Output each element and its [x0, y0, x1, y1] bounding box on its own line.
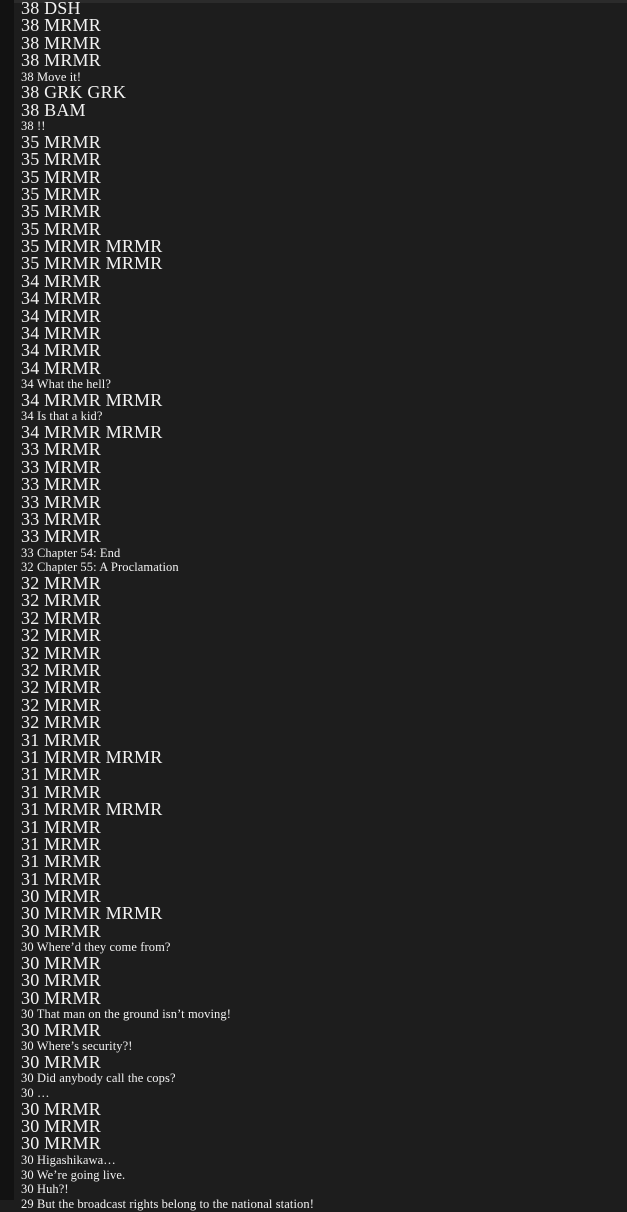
line-number: 30 — [21, 1051, 40, 1072]
line-text: MRMR — [44, 305, 101, 326]
transcript-line — [21, 1168, 627, 1183]
line-number: 35 — [21, 166, 40, 187]
line-number: 35 — [21, 236, 40, 257]
transcript-line — [21, 203, 627, 220]
line-number: 33 — [21, 491, 40, 512]
line-text: Did anybody call the cops? — [36, 1071, 176, 1086]
transcript-line — [21, 1118, 627, 1135]
transcript-line — [21, 491, 627, 512]
line-number: 31 — [21, 868, 40, 889]
line-text: MRMR — [44, 218, 101, 239]
transcript-line — [21, 52, 627, 69]
line-text: MRMR — [44, 952, 101, 973]
line-text: MRMR — [44, 886, 101, 907]
transcript-line — [21, 1007, 627, 1022]
line-text: MRMR — [44, 851, 101, 872]
transcript-line — [21, 290, 627, 307]
transcript-line — [21, 972, 627, 989]
line-text: Is that a kid? — [36, 409, 103, 424]
transcript-line — [21, 868, 627, 889]
transcript-line — [21, 546, 627, 561]
transcript-line — [21, 441, 627, 458]
line-text: MRMR MRMR — [44, 253, 163, 274]
transcript-line — [21, 528, 627, 545]
transcript-line — [21, 131, 627, 152]
line-number: 31 — [21, 729, 40, 750]
line-text: Move it! — [36, 69, 82, 84]
line-number: 34 — [21, 288, 40, 309]
line-number: 31 — [21, 833, 40, 854]
transcript-line — [21, 1197, 627, 1212]
line-number: 30 — [21, 1071, 34, 1086]
line-text: MRMR — [44, 474, 101, 495]
line-number: 35 — [21, 149, 40, 170]
line-text: MRMR — [44, 166, 101, 187]
line-number: 34 — [21, 323, 40, 344]
line-number: 35 — [21, 253, 40, 274]
line-number: 30 — [21, 952, 40, 973]
line-text: BAM — [44, 99, 86, 120]
line-text: MRMR — [44, 729, 101, 750]
line-number: 32 — [21, 573, 40, 594]
transcript-line — [21, 766, 627, 783]
line-number: 30 — [21, 1098, 40, 1119]
line-text: MRMR — [44, 816, 101, 837]
line-text: MRMR — [44, 270, 101, 291]
transcript-line — [21, 456, 627, 477]
line-number: 38 — [21, 82, 40, 103]
line-number: 38 — [21, 0, 40, 18]
line-text: What the hell? — [36, 377, 111, 392]
line-number: 34 — [21, 270, 40, 291]
line-number: 34 — [21, 421, 40, 442]
transcript-line — [21, 183, 627, 204]
transcript-line — [21, 1019, 627, 1040]
line-text: Chapter 54: End — [36, 545, 121, 560]
line-text: MRMR — [44, 50, 101, 71]
line-text: GRK GRK — [44, 82, 127, 103]
line-number: 32 — [21, 590, 40, 611]
transcript-line — [21, 662, 627, 679]
line-text: MRMR — [44, 694, 101, 715]
line-number: 32 — [21, 607, 40, 628]
line-text: MRMR MRMR — [44, 421, 163, 442]
transcript-line — [21, 920, 627, 941]
line-number: 34 — [21, 357, 40, 378]
line-text: MRMR — [44, 439, 101, 460]
line-text: MRMR — [44, 1133, 101, 1154]
line-number: 34 — [21, 305, 40, 326]
line-text: MRMR — [44, 970, 101, 991]
line-text: MRMR — [44, 625, 101, 646]
transcript-line — [21, 305, 627, 326]
line-text: MRMR — [44, 288, 101, 309]
line-number: 30 — [21, 1116, 40, 1137]
transcript-line — [21, 1098, 627, 1119]
line-text: MRMR — [44, 607, 101, 628]
line-text: MRMR — [44, 340, 101, 361]
transcript-line — [21, 166, 627, 187]
line-text: MRMR MRMR — [44, 903, 163, 924]
line-text: MRMR — [44, 642, 101, 663]
transcript-line — [21, 151, 627, 168]
line-text: MRMR — [44, 1098, 101, 1119]
line-number: 35 — [21, 201, 40, 222]
transcript-line — [21, 746, 627, 767]
line-number: 32 — [21, 694, 40, 715]
transcript-line — [21, 853, 627, 870]
line-text: MRMR — [44, 357, 101, 378]
line-number: 31 — [21, 851, 40, 872]
line-number: 33 — [21, 508, 40, 529]
line-number: 31 — [21, 781, 40, 802]
transcript-line — [21, 99, 627, 120]
line-text: MRMR — [44, 508, 101, 529]
line-number: 30 — [21, 1152, 34, 1167]
line-number: 34 — [21, 389, 40, 410]
line-text: MRMR — [44, 764, 101, 785]
transcript-line — [21, 642, 627, 663]
line-text: MRMR — [44, 677, 101, 698]
transcript-line — [21, 508, 627, 529]
transcript-line — [21, 607, 627, 628]
line-number: 30 — [21, 1019, 40, 1040]
line-number: 31 — [21, 746, 40, 767]
line-number: 38 — [21, 32, 40, 53]
line-text: MRMR MRMR — [44, 799, 163, 820]
line-number: 29 — [21, 1196, 34, 1211]
line-text: MRMR — [44, 131, 101, 152]
line-number: 30 — [21, 987, 40, 1008]
line-number: 38 — [21, 99, 40, 120]
transcript-line — [21, 592, 627, 609]
line-number: 30 — [21, 1133, 40, 1154]
line-number: 38 — [21, 119, 34, 134]
transcript-line — [21, 560, 627, 575]
line-text: MRMR — [44, 920, 101, 941]
line-number: 30 — [21, 1039, 34, 1054]
transcript-line — [21, 1051, 627, 1072]
transcript-line — [21, 357, 627, 378]
line-number: 32 — [21, 660, 40, 681]
transcript-line — [21, 694, 627, 715]
line-number: 35 — [21, 218, 40, 239]
transcript-line — [21, 1153, 627, 1168]
line-number: 31 — [21, 816, 40, 837]
line-text: Where’s security?! — [36, 1039, 133, 1054]
transcript-line — [21, 627, 627, 644]
line-number: 30 — [21, 886, 40, 907]
line-text: MRMR — [44, 573, 101, 594]
transcript-line — [21, 1071, 627, 1086]
line-text: MRMR — [44, 660, 101, 681]
line-text: DSH — [44, 0, 81, 18]
transcript-line — [21, 0, 627, 17]
line-number: 30 — [21, 970, 40, 991]
line-number: 30 — [21, 1167, 34, 1182]
transcript-line — [21, 1086, 627, 1101]
transcript-line — [21, 84, 627, 101]
line-text: MRMR — [44, 456, 101, 477]
transcript-line — [21, 714, 627, 731]
transcript-line — [21, 905, 627, 922]
line-number: 34 — [21, 409, 34, 424]
transcript-line — [21, 325, 627, 342]
transcript-line — [21, 801, 627, 818]
transcript-line — [21, 952, 627, 973]
line-text: MRMR — [44, 1051, 101, 1072]
line-text: MRMR — [44, 712, 101, 733]
line-number: 38 — [21, 50, 40, 71]
line-text: That man on the ground isn’t moving! — [36, 1007, 232, 1022]
transcript-line — [21, 17, 627, 34]
line-text: MRMR — [44, 183, 101, 204]
line-text: MRMR MRMR — [44, 389, 163, 410]
line-number: 33 — [21, 439, 40, 460]
line-text: !! — [36, 119, 46, 134]
transcript-line — [21, 421, 627, 442]
line-number: 30 — [21, 1085, 34, 1100]
transcript-line — [21, 270, 627, 291]
line-text: MRMR — [44, 15, 101, 36]
line-text: MRMR MRMR — [44, 746, 163, 767]
transcript-line — [21, 342, 627, 359]
transcript-line — [21, 987, 627, 1008]
line-text: MRMR — [44, 781, 101, 802]
line-text: MRMR — [44, 1116, 101, 1137]
line-text: MRMR MRMR — [44, 236, 163, 257]
transcript-line — [21, 575, 627, 592]
line-number: 35 — [21, 131, 40, 152]
transcript-line — [21, 1182, 627, 1197]
line-number: 30 — [21, 940, 34, 955]
transcript-line — [21, 679, 627, 696]
line-number: 30 — [21, 1182, 34, 1197]
line-text: MRMR — [44, 491, 101, 512]
line-number: 34 — [21, 340, 40, 361]
line-number: 32 — [21, 677, 40, 698]
line-number: 32 — [21, 625, 40, 646]
line-text: Huh?! — [36, 1182, 69, 1197]
line-number: 32 — [21, 560, 34, 575]
line-number: 34 — [21, 377, 34, 392]
line-number: 38 — [21, 15, 40, 36]
line-number: 33 — [21, 456, 40, 477]
line-number: 32 — [21, 712, 40, 733]
transcript-line — [21, 1135, 627, 1152]
line-number: 30 — [21, 920, 40, 941]
line-text: We’re going live. — [36, 1167, 126, 1182]
line-text: MRMR — [44, 526, 101, 547]
line-text: MRMR — [44, 201, 101, 222]
line-text: MRMR — [44, 1019, 101, 1040]
transcript-line — [21, 1039, 627, 1054]
transcript-line — [21, 816, 627, 837]
line-number: 33 — [21, 545, 34, 560]
line-number: 31 — [21, 764, 40, 785]
line-number: 32 — [21, 642, 40, 663]
transcript-line — [21, 255, 627, 272]
transcript-line — [21, 32, 627, 53]
line-number: 35 — [21, 183, 40, 204]
line-number: 31 — [21, 799, 40, 820]
transcript-line — [21, 389, 627, 410]
line-text: MRMR — [44, 833, 101, 854]
line-text: MRMR — [44, 149, 101, 170]
line-text: Where’d they come from? — [36, 940, 171, 955]
line-text: But the broadcast rights belong to the national station! — [36, 1196, 315, 1211]
transcript-line — [21, 940, 627, 955]
line-text: MRMR — [44, 32, 101, 53]
line-text: Chapter 55: A Proclamation — [36, 560, 179, 575]
line-text: MRMR — [44, 987, 101, 1008]
transcript-line — [21, 833, 627, 854]
line-text: MRMR — [44, 868, 101, 889]
line-text: Higashikawa… — [36, 1152, 116, 1167]
line-number: 30 — [21, 903, 40, 924]
line-number: 33 — [21, 474, 40, 495]
line-number: 30 — [21, 1007, 34, 1022]
line-number: 38 — [21, 69, 34, 84]
transcript-line — [21, 119, 627, 134]
line-text: MRMR — [44, 323, 101, 344]
line-text: … — [36, 1085, 50, 1100]
transcript-line — [21, 476, 627, 493]
line-text: MRMR — [44, 590, 101, 611]
line-number: 33 — [21, 526, 40, 547]
